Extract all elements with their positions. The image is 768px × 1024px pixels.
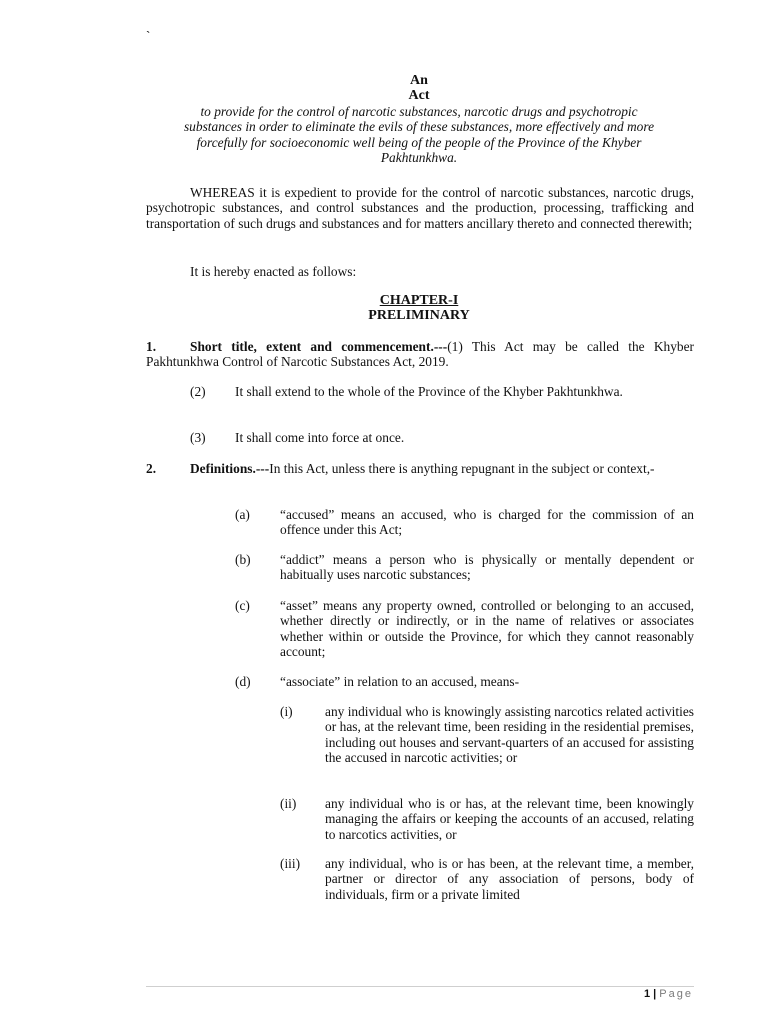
sub-definition-label: (i) [280, 704, 293, 719]
section-1-sub2-text: It shall extend to the whole of the Province of the Khyber Pakhtunkhwa. [235, 384, 623, 399]
section-1-text: (1) This Act may be called the Khyber Pakhtunkhwa Control of Narcotic Substances Act, 2019. [146, 339, 694, 370]
chapter-title: PRELIMINARY [368, 308, 470, 323]
section-2-heading: Definitions.--- [190, 461, 270, 476]
stray-tick-mark: ` [146, 28, 151, 43]
sub-definition-label: (ii) [280, 796, 297, 811]
page-word: Page [659, 988, 693, 1000]
section-1-sub2-label: (2) [190, 384, 206, 399]
section-1-number: 1. [146, 339, 157, 354]
heading-act: Act [408, 88, 430, 103]
preamble: WHEREAS it is expedient to provide for the control of narcotic substances, narcotic drugs, psychotropic substances, and control substances and the production, processing, trafficking and transportation of such drugs and substances and for matters ancillary thereto and connected therewith; [146, 185, 694, 231]
definition-text: “accused” means an accused, who is charged for the commission of an offence under this Act; [280, 507, 694, 538]
definition-text: “asset” means any property owned, controlled or belonging to an accused, whether directly or indirectly, or in the name of relatives or associates whether within or outside the Province, for which they cannot reasonably account; [280, 598, 694, 660]
definition-label: (c) [235, 598, 250, 613]
long-title: to provide for the control of narcotic substances, narcotic drugs and psychotropic substances in order to eliminate the evils of these substances, more effectively and more forcefully for socioeconomic well being of the people of the Province of the Khyber Pakhtunkhwa. [183, 104, 655, 166]
definition-label: (a) [235, 507, 250, 522]
page-number: 1 [643, 988, 651, 1000]
page-footer [0, 988, 693, 1000]
sub-definition-text: any individual who is knowingly assisting narcotics related activities or has, at the relevant time, been residing in the residential premises, including out houses and servant-quarters of an accused for assisting the accused in narcotic activities; or [325, 704, 694, 766]
definition-text: “associate” in relation to an accused, means- [280, 674, 520, 689]
footer-divider [146, 986, 694, 987]
section-1-sub3-label: (3) [190, 430, 206, 445]
sub-definition-text: any individual, who is or has been, at the relevant time, a member, partner or director of any association of persons, body of individuals, firm or a private limited [325, 856, 694, 902]
enacting-clause: It is hereby enacted as follows: [190, 264, 357, 279]
sub-definition-label: (iii) [280, 856, 301, 871]
section-2 [146, 461, 694, 476]
section-1 [146, 339, 694, 370]
section-2-number: 2. [146, 461, 157, 476]
definition-text: “addict” means a person who is physically or mentally dependent or habitually uses narcotic substances; [280, 552, 694, 583]
chapter-number: CHAPTER-I [379, 293, 459, 308]
heading-an: An [410, 73, 428, 88]
section-1-heading: Short title, extent and commencement.--- [190, 339, 448, 354]
section-2-text: In this Act, unless there is anything repugnant in the subject or context,- [269, 461, 655, 476]
sub-definition-text: any individual who is or has, at the relevant time, been knowingly managing the affairs or keeping the accounts of an accused, relating to narcotics activities, or [325, 796, 694, 842]
footer-separator: | [653, 988, 657, 1000]
definition-label: (d) [235, 674, 251, 689]
definition-label: (b) [235, 552, 251, 567]
section-1-sub3-text: It shall come into force at once. [235, 430, 405, 445]
